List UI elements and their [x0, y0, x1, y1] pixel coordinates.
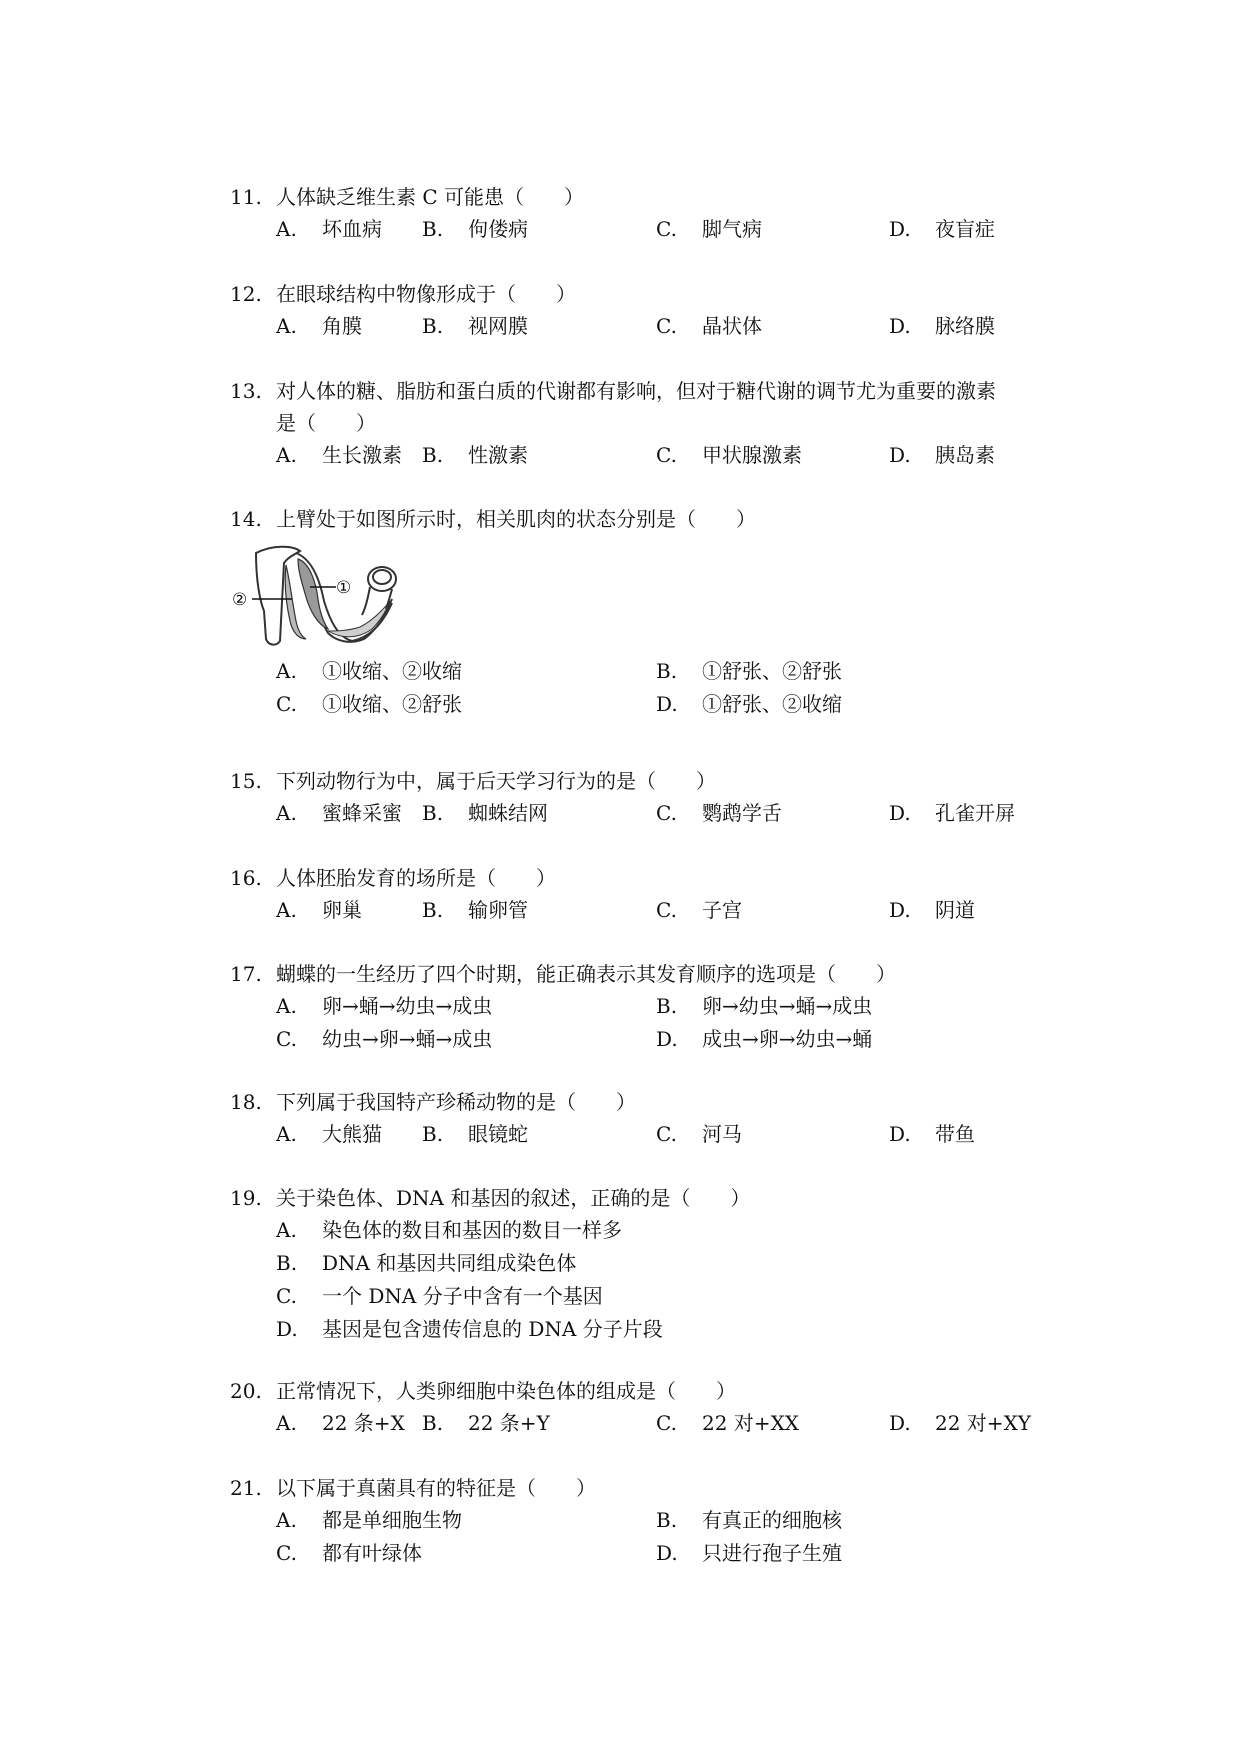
question-21	[230, 1472, 1080, 1570]
option-c: C. 一个 DNA 分子中含有一个基因	[276, 1284, 603, 1308]
options-row	[230, 688, 1080, 721]
question-text: 人体胚胎发育的场所是（ ）	[276, 866, 556, 890]
option-b: B. 眼镜蛇	[422, 1122, 528, 1146]
label-2: ②	[232, 590, 248, 610]
option-d: D. 夜盲症	[889, 217, 995, 241]
question-12	[230, 278, 1080, 343]
option-a: A. ①收缩、②收缩	[276, 659, 462, 683]
forearm-shade	[328, 601, 390, 637]
option-a: A. 染色体的数目和基因的数目一样多	[276, 1218, 622, 1242]
question-number: 12.	[230, 282, 262, 306]
question-number: 15.	[230, 769, 262, 793]
option-d: D. 成虫→卵→幼虫→蛹	[656, 1027, 873, 1051]
option-a: A. 卵→蛹→幼虫→成虫	[276, 994, 493, 1018]
option-a: A. 蜜蜂采蜜	[276, 801, 402, 825]
option-c: C. 晶状体	[656, 314, 762, 338]
question-11	[230, 181, 1080, 246]
option-d: D. 基因是包含遗传信息的 DNA 分子片段	[276, 1317, 663, 1341]
option-c: C. 22 对+XX	[656, 1411, 800, 1435]
question-number: 19.	[230, 1186, 262, 1210]
question-16	[230, 862, 1080, 927]
question-text: 关于染色体、DNA 和基因的叙述，正确的是（ ）	[276, 1186, 751, 1210]
question-20	[230, 1375, 1080, 1440]
arm-muscle-diagram	[232, 541, 412, 651]
option-a: A. 生长激素	[276, 443, 402, 467]
option-a: A. 都是单细胞生物	[276, 1508, 462, 1532]
option-d: D. 孔雀开屏	[889, 801, 1015, 825]
question-14	[230, 503, 1080, 721]
option-a: A. 角膜	[276, 314, 362, 338]
options-row	[230, 439, 1080, 472]
question-number: 11.	[230, 185, 262, 209]
option-d: D. 带鱼	[889, 1122, 975, 1146]
wrist	[362, 587, 370, 615]
options-row	[230, 1247, 1080, 1280]
options-row	[230, 310, 1080, 343]
question-stem	[230, 503, 1080, 535]
question-number: 17.	[230, 962, 262, 986]
option-c: C. 子宫	[656, 898, 742, 922]
question-stem	[230, 181, 1080, 213]
option-c: C. 脚气病	[656, 217, 762, 241]
option-a: A. 卵巢	[276, 898, 362, 922]
question-text: 下列属于我国特产珍稀动物的是（ ）	[276, 1090, 636, 1114]
question-18	[230, 1086, 1080, 1151]
option-b: B. 输卵管	[422, 898, 528, 922]
question-text: 对人体的糖、脂肪和蛋白质的代谢都有影响，但对于糖代谢的调节尤为重要的激素	[276, 379, 996, 403]
options-row	[230, 1118, 1080, 1151]
question-text: 以下属于真菌具有的特征是（ ）	[276, 1476, 596, 1500]
options-row	[230, 1537, 1080, 1570]
option-b: B. 佝偻病	[422, 217, 528, 241]
question-number: 13.	[230, 379, 262, 403]
options-row	[230, 1280, 1080, 1313]
question-19	[230, 1182, 1080, 1346]
option-d: D. 只进行孢子生殖	[656, 1541, 842, 1565]
question-text: 蝴蝶的一生经历了四个时期，能正确表示其发育顺序的选项是（ ）	[276, 962, 896, 986]
arm-muscle-figure	[230, 541, 1080, 651]
question-text: 上臂处于如图所示时，相关肌肉的状态分别是（ ）	[276, 507, 756, 531]
question-15	[230, 765, 1080, 830]
fist-inner	[373, 570, 391, 584]
option-b: B. ①舒张、②舒张	[656, 659, 842, 683]
question-text: 在眼球结构中物像形成于（ ）	[276, 282, 576, 306]
option-a: A. 大熊猫	[276, 1122, 382, 1146]
question-stem	[230, 862, 1080, 894]
option-b: B. DNA 和基因共同组成染色体	[276, 1251, 577, 1275]
label-1: ①	[336, 578, 352, 598]
question-text: 人体缺乏维生素 C 可能患（ ）	[276, 185, 585, 209]
question-17	[230, 958, 1080, 1056]
option-d: D. 胰岛素	[889, 443, 995, 467]
options-row	[230, 990, 1080, 1023]
option-c: C. 鹦鹉学舌	[656, 801, 782, 825]
option-c: C. 甲状腺激素	[656, 443, 802, 467]
option-b: B. 性激素	[422, 443, 528, 467]
question-number: 21.	[230, 1476, 262, 1500]
option-c: C. ①收缩、②舒张	[276, 692, 462, 716]
question-number: 18.	[230, 1090, 262, 1114]
option-d: D. 阴道	[889, 898, 975, 922]
question-text: 下列动物行为中，属于后天学习行为的是（ ）	[276, 769, 716, 793]
option-b: B. 视网膜	[422, 314, 528, 338]
question-number: 16.	[230, 866, 262, 890]
option-d: D. ①舒张、②收缩	[656, 692, 842, 716]
question-stem	[230, 1086, 1080, 1118]
option-d: D. 22 对+XY	[889, 1411, 1032, 1435]
question-number: 14.	[230, 507, 262, 531]
question-stem	[230, 375, 1080, 439]
options-row	[230, 1313, 1080, 1346]
question-number: 20.	[230, 1379, 262, 1403]
options-row	[230, 894, 1080, 927]
options-row	[230, 1214, 1080, 1247]
question-stem	[230, 1375, 1080, 1407]
option-a: A. 坏血病	[276, 217, 382, 241]
option-d: D. 脉络膜	[889, 314, 995, 338]
options-row	[230, 1407, 1080, 1440]
option-c: C. 幼虫→卵→蛹→成虫	[276, 1027, 493, 1051]
options-row	[230, 655, 1080, 688]
options-row	[230, 1504, 1080, 1537]
question-13	[230, 375, 1080, 472]
question-stem	[230, 278, 1080, 310]
option-a: A. 22 条+X	[276, 1411, 405, 1435]
option-c: C. 都有叶绿体	[276, 1541, 422, 1565]
question-stem	[230, 1182, 1080, 1214]
question-text-continued: 是（ ）	[276, 411, 376, 435]
option-b: B. 卵→幼虫→蛹→成虫	[656, 994, 873, 1018]
options-row	[230, 213, 1080, 246]
option-b: B. 有真正的细胞核	[656, 1508, 842, 1532]
question-stem	[230, 765, 1080, 797]
options-row	[230, 797, 1080, 830]
question-stem	[230, 958, 1080, 990]
question-text: 正常情况下，人类卵细胞中染色体的组成是（ ）	[276, 1379, 736, 1403]
option-b: B. 22 条+Y	[422, 1411, 550, 1435]
option-c: C. 河马	[656, 1122, 742, 1146]
question-stem	[230, 1472, 1080, 1504]
options-row	[230, 1023, 1080, 1056]
option-b: B. 蜘蛛结网	[422, 801, 548, 825]
